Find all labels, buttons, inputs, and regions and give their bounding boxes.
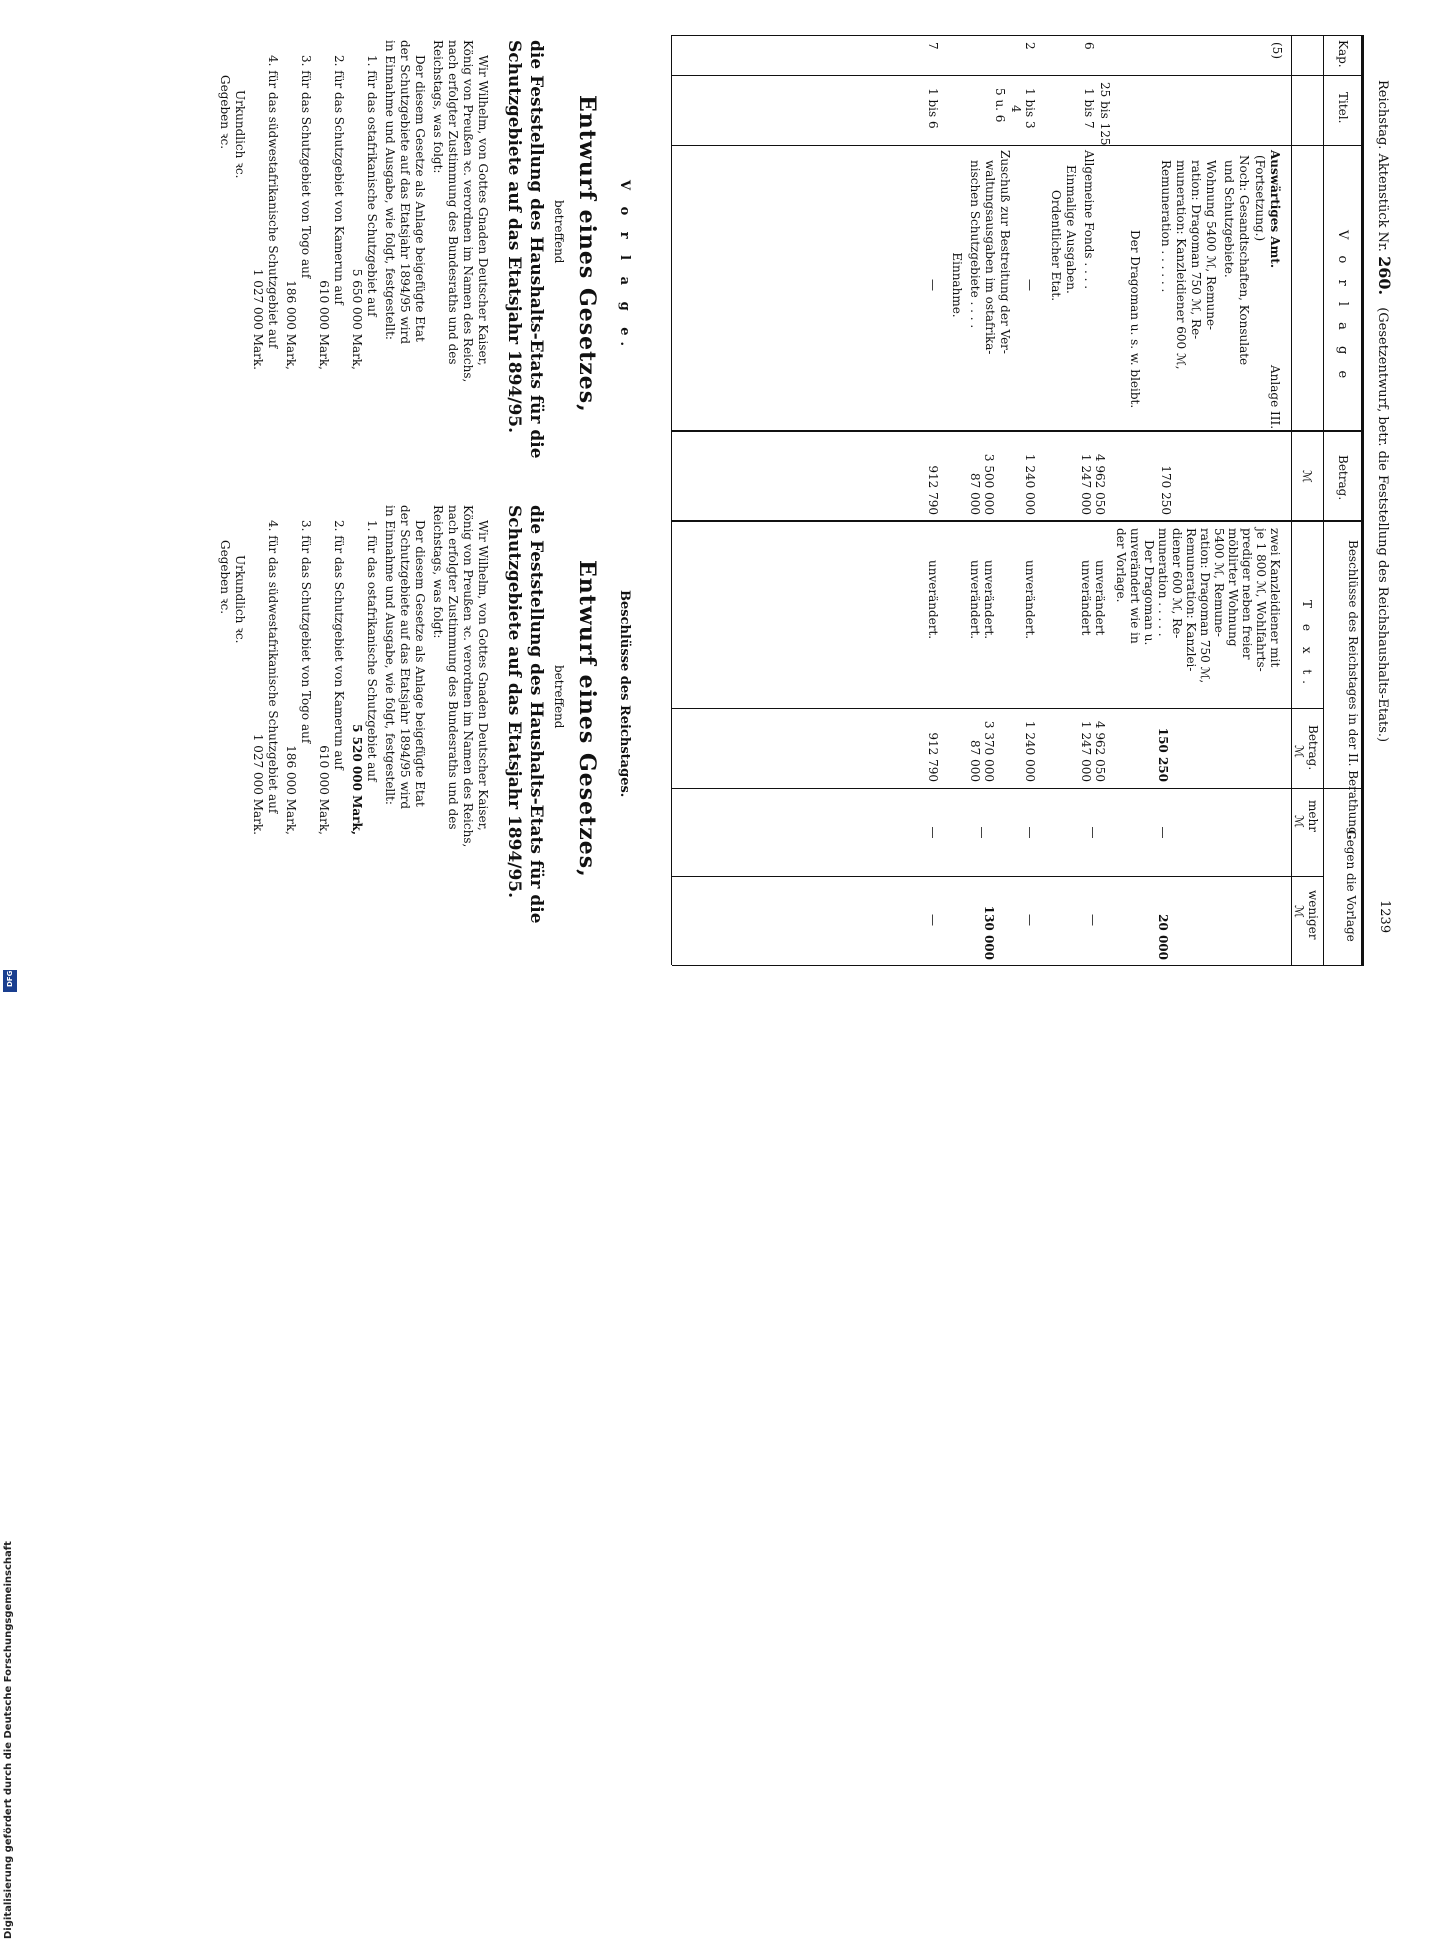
right-item-4-amount: 1 027 000 Mark.	[251, 733, 265, 835]
right-p1-l4: Reichstags, was folgt:	[431, 505, 445, 639]
vline	[672, 788, 1364, 789]
col-weniger-mark: ℳ	[1292, 905, 1306, 918]
header-title: (Gesetzentwurf, betr. die Feststellung des Reichshaushalts-Etats.)	[1375, 307, 1390, 743]
left-p1-l3: nach erfolgter Zustimmung des Bundesraths und des	[446, 40, 460, 365]
funding-note: Digitalisierung gefördert durch die Deutsche Forschungsgemeinschaft	[3, 1541, 14, 1939]
vline	[672, 520, 1364, 522]
left-heading: V o r l a g e.	[617, 180, 632, 353]
left-item-2: 2. für das Schutzgebiet von Kamerun auf	[332, 55, 346, 305]
r6-l3: nischen Schutzgebiete . . . .	[968, 160, 982, 329]
r1-weniger: 20 000	[1156, 914, 1170, 960]
r7-bb: 912 790	[926, 732, 940, 782]
r4-b-b: unverändert	[1079, 560, 1093, 636]
col-kap: Kap.	[1336, 40, 1350, 68]
col-titel: Titel.	[1336, 92, 1350, 124]
r4-amount-a: 4 962 050	[1093, 453, 1107, 515]
right-item-2: 2. für das Schutzgebiet von Kamerun auf	[332, 520, 346, 770]
r1-l7: muneration: Kanzleidiener 600 ℳ,	[1174, 160, 1188, 370]
left-title: Entwurf eines Gesetzes,	[574, 95, 600, 413]
r1-l8: Remuneration . . . . . .	[1159, 160, 1173, 293]
r7-kap: 7	[926, 42, 940, 50]
r7-titel: 1 bis 6	[926, 88, 940, 129]
r1-b-l9: muneration . . . . .	[1156, 528, 1170, 637]
r4-mehr: —	[1086, 826, 1100, 839]
r1-b-l4: möblirter Wohnung	[1226, 528, 1240, 647]
page-number: 1239	[1377, 900, 1392, 934]
left-item-3-amount: 186 000 Mark,	[284, 280, 298, 370]
r4-kap: 6	[1082, 42, 1096, 50]
r1-b-l3: prediger neben freier	[1240, 528, 1254, 660]
r6-l1: Zuschuß zur Bestreitung der Ver-	[998, 150, 1012, 354]
right-p2-l2: der Schutzgebiete auf das Etatsjahr 1894/95 wird	[398, 505, 412, 810]
r6-amount-b: 87 000	[968, 473, 982, 515]
r1-l4: und Schutzgebiete.	[1222, 160, 1236, 278]
right-title: Entwurf eines Gesetzes,	[574, 560, 600, 878]
r6-l2: waltungsausgaben im ostafrika-	[983, 160, 997, 355]
r1-b-l1: zwei Kanzleidiener mit	[1268, 528, 1282, 668]
r7-weniger: —	[926, 914, 940, 926]
header-left: Reichstag. Aktenstück Nr.	[1375, 80, 1390, 252]
r1-l3: Noch: Gesandtschaften, Konsulate	[1237, 155, 1251, 366]
left-urkundlich: Urkundlich ꝛc.	[233, 90, 247, 179]
r4-text: Allgemeine Fonds . . . .	[1082, 150, 1096, 290]
r4-sub2: Ordentlicher Etat.	[1049, 190, 1063, 302]
right-item-2-amount: 610 000 Mark,	[317, 745, 331, 835]
r6-b-a: unverändert.	[982, 560, 996, 640]
r7-dash: —	[926, 279, 940, 291]
right-item-1-amount: 5 520 000 Mark,	[350, 724, 364, 835]
page-header	[1374, 80, 1392, 742]
r5-titel: 1 bis 3	[1023, 88, 1037, 129]
right-item-3: 3. für das Schutzgebiet von Togo auf	[299, 520, 313, 744]
right-p2-l1: Der diesem Gesetze als Anlage beigefügte Etat	[413, 520, 427, 807]
col-text: T e x t.	[1300, 600, 1314, 690]
r5-amount: 1 240 000	[1023, 453, 1037, 515]
right-item-4: 4. für das südwestafrikanische Schutzgebiet auf	[266, 520, 280, 814]
r4-titel: 1 bis 7	[1082, 88, 1096, 129]
r1-l6: ration: Dragoman 750 ℳ, Re-	[1189, 160, 1203, 340]
r1-b-l2: je 1 800 ℳ, Wohlfahrts-	[1254, 528, 1268, 672]
right-subject2: Schutzgebiete auf das Etatsjahr 1894/95.	[504, 505, 524, 899]
left-p1-l4: Reichstags, was folgt:	[431, 40, 445, 174]
table-bottom-rule	[671, 35, 672, 965]
r5-kap: 2	[1023, 42, 1037, 50]
left-item-1-amount: 5 650 000 Mark,	[350, 268, 364, 370]
left-subject1: die Feststellung des Haushalts-Etats für die	[526, 40, 546, 459]
r4-bb-a: 4 962 050	[1093, 720, 1107, 782]
right-p1-l3: nach erfolgter Zustimmung des Bundesraths und des	[446, 505, 460, 830]
dfg-logo-text: DFG	[6, 970, 14, 987]
right-heading: Beschlüsse des Reichstages.	[617, 590, 632, 798]
r1-b-amount: 150 250	[1156, 727, 1170, 782]
r5-dash: —	[1023, 279, 1037, 291]
right-item-1: 1. für das ostafrikanische Schutzgebiet auf	[365, 520, 379, 782]
left-p2-l3: in Einnahme und Ausgabe, wie folgt, festgestellt:	[383, 40, 397, 340]
left-subject2: Schutzgebiete auf das Etatsjahr 1894/95.	[504, 40, 524, 434]
r1-b-l8: diener 600 ℳ, Re-	[1170, 528, 1184, 639]
r5-b: unverändert.	[1023, 560, 1037, 640]
col-gegen: Gegen die Vorlage	[1344, 830, 1358, 942]
r5-weniger: —	[1023, 914, 1037, 926]
r6-bb-b: 87 000	[968, 740, 982, 782]
r1-b-l7: Remuneration: Kanzlei-	[1184, 528, 1198, 672]
vline	[672, 145, 1364, 146]
col-betrag2: Betrag.	[1306, 725, 1320, 771]
r7-text: Einnahme.	[950, 252, 964, 318]
left-p2-l2: der Schutzgebiete auf das Etatsjahr 1894/95 wird	[398, 40, 412, 345]
header-rule	[1323, 35, 1324, 965]
r7-amount: 912 790	[926, 465, 940, 515]
left-item-2-amount: 610 000 Mark,	[317, 280, 331, 370]
r4-b-a: unverändert	[1093, 560, 1107, 636]
col-mark: ℳ	[1300, 470, 1314, 483]
left-item-3: 3. für das Schutzgebiet von Togo auf	[299, 55, 313, 279]
r6-bb-a: 3 370 000	[982, 720, 996, 782]
vline	[672, 965, 1364, 966]
r5-bb: 1 240 000	[1023, 720, 1037, 782]
left-p1-l2: König von Preußen ꝛc. verordnen im Namen des Reichs,	[461, 40, 475, 383]
right-p1-l1: Wir Wilhelm, von Gottes Gnaden Deutscher Kaiser,	[476, 520, 490, 831]
vline	[672, 75, 1364, 76]
left-p2-l1: Der diesem Gesetze als Anlage beigefügte Etat	[413, 55, 427, 342]
col-mehr: mehr	[1306, 800, 1320, 832]
right-urkundlich: Urkundlich ꝛc.	[233, 555, 247, 644]
r4-bb-b: 1 247 000	[1079, 720, 1093, 782]
right-item-3-amount: 186 000 Mark,	[284, 745, 298, 835]
col-vorlage: V o r l a g e	[1335, 230, 1350, 385]
left-item-4-amount: 1 027 000 Mark.	[251, 268, 265, 370]
kap-5: (5)	[1270, 42, 1284, 59]
r2-b-l1: Der Dragoman u.	[1142, 540, 1156, 646]
col-weniger: weniger	[1306, 890, 1320, 940]
r6-b-b: unverändert.	[968, 560, 982, 640]
left-betreffend: betreffend	[552, 200, 566, 264]
r2-b-l3: der Vorlage.	[1114, 528, 1128, 603]
r5-titel2: 4	[1009, 105, 1023, 113]
r1-title: Auswärtiges Amt.	[1268, 150, 1282, 269]
r3-titel: 25 bis 125	[1098, 82, 1112, 146]
r1-b-l6: ration: Dragoman 750 ℳ,	[1198, 528, 1212, 684]
r4-sub1: Einmalige Ausgaben.	[1064, 165, 1078, 294]
r4-weniger: —	[1086, 914, 1100, 926]
right-betreffend: betreffend	[552, 665, 566, 729]
left-p1-l1: Wir Wilhelm, von Gottes Gnaden Deutscher Kaiser,	[476, 55, 490, 366]
right-gegeben: Gegeben ꝛc.	[218, 540, 232, 615]
table-top-rule	[1361, 35, 1364, 965]
r2-text: Der Dragoman u. s. w. bleibt.	[1128, 230, 1142, 409]
left-item-1: 1. für das ostafrikanische Schutzgebiet auf	[365, 55, 379, 317]
vline	[672, 430, 1364, 432]
r4-amount-b: 1 247 000	[1079, 453, 1093, 515]
r1-mehr: —	[1156, 826, 1170, 839]
header-number: 260.	[1375, 256, 1394, 296]
right-p2-l3: in Einnahme und Ausgabe, wie folgt, festgestellt:	[383, 505, 397, 805]
col-mark2: ℳ	[1292, 745, 1306, 758]
r6-weniger: 130 000	[982, 905, 996, 960]
r6-amount-a: 3 500 000	[982, 453, 996, 515]
r7-mehr: —	[926, 826, 940, 839]
vline	[672, 708, 1324, 709]
right-subject1: die Feststellung des Haushalts-Etats für die	[526, 505, 546, 924]
r6-mehr: —	[975, 826, 989, 839]
col-beschluesse: Beschlüsse des Reichstages in der II. Berathung.	[1346, 540, 1360, 839]
r1-l5: Wohnung 5400 ℳ, Remune-	[1204, 160, 1218, 331]
r6-titel: 5 u. 6	[993, 88, 1007, 123]
r2-b-l2: unverändert wie in	[1128, 528, 1142, 644]
col-mehr-mark: ℳ	[1292, 815, 1306, 828]
col-betrag: Betrag.	[1336, 455, 1350, 501]
r1-amount: 170 250	[1159, 465, 1173, 515]
r1-anlage: Anlage III.	[1268, 365, 1282, 430]
r7-b: unverändert.	[926, 560, 940, 640]
left-gegeben: Gegeben ꝛc.	[218, 75, 232, 150]
r1-b-l5: 5400 ℳ, Remune-	[1212, 528, 1226, 637]
r1-cont: (Fortsetzung.)	[1253, 155, 1267, 242]
left-item-4: 4. für das südwestafrikanische Schutzgebiet auf	[266, 55, 280, 349]
right-p1-l2: König von Preußen ꝛc. verordnen im Namen des Reichs,	[461, 505, 475, 848]
vline	[672, 876, 1324, 877]
vline	[672, 35, 1364, 36]
r5-mehr: —	[1023, 826, 1037, 839]
